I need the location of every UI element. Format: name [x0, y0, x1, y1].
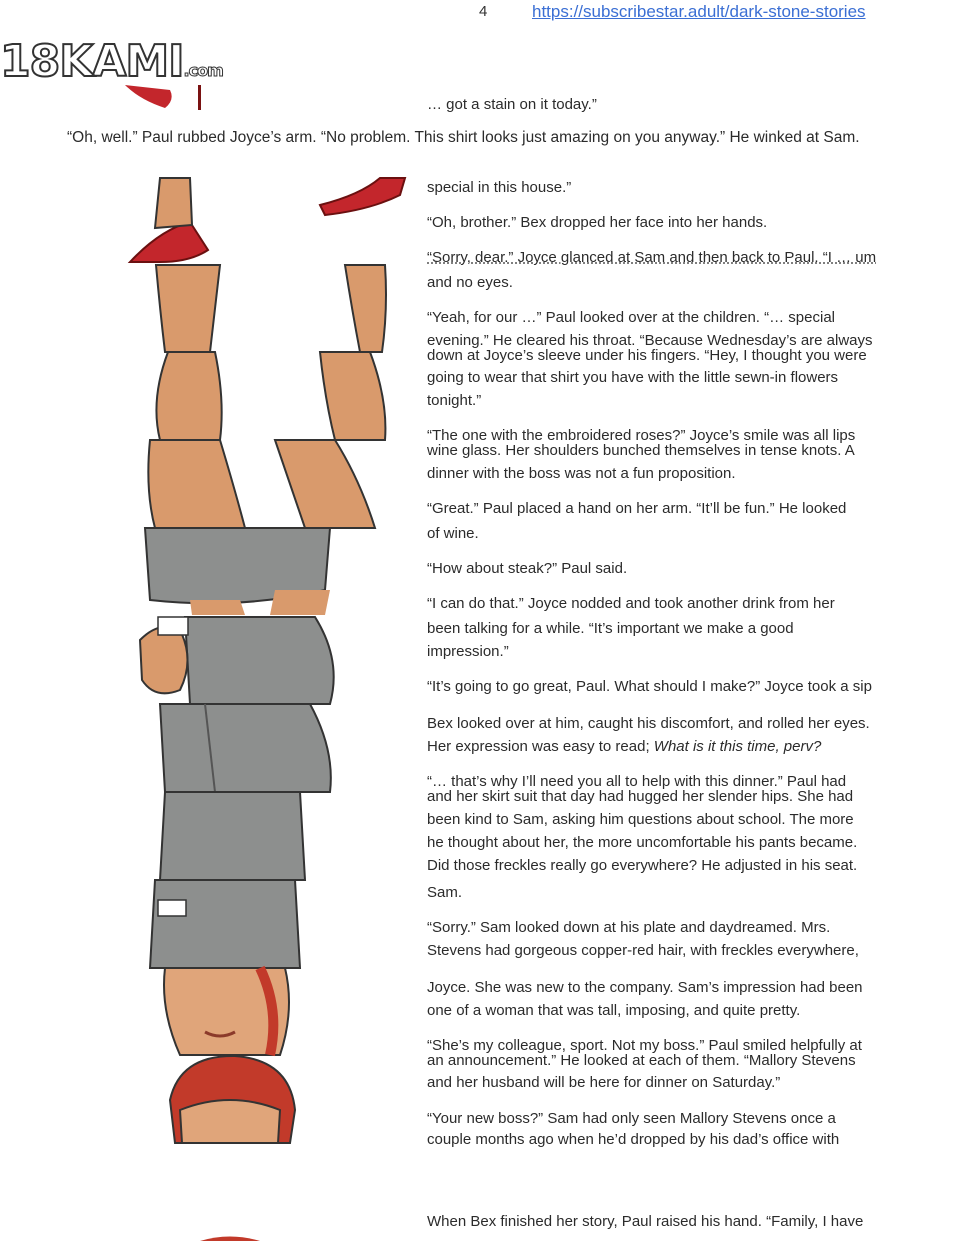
text-line: going to wear that shirt you have with the little sewn-in flowers: [427, 369, 839, 386]
text-line: and her husband will be here for dinner on Saturday.”: [427, 1074, 781, 1091]
text-line: couple months ago when he’d dropped by his dad’s office with: [427, 1131, 840, 1148]
text-line: Bex looked over at him, caught his discomfort, and rolled her eyes.: [427, 715, 870, 732]
text-line: “Yeah, for our …” Paul looked over at the children. “… special: [427, 309, 835, 326]
text-line: tonight.”: [427, 392, 482, 409]
text-line: Joyce. She was new to the company. Sam’s impression had been: [427, 979, 863, 996]
text-line: “Great.” Paul placed a hand on her arm. “It’ll be fun.” He looked: [427, 500, 847, 517]
text-line: “She’s my colleague, sport. Not my boss.” Paul smiled helpfully at: [427, 1037, 862, 1054]
skirt-hip: [185, 617, 334, 704]
text-line: down at Joyce’s sleeve under his fingers. “Hey, I thought you were: [427, 347, 867, 364]
text-line: dinner with the boss was not a fun proposition.: [427, 465, 736, 482]
text-line: “How about steak?” Paul said.: [427, 560, 628, 577]
text-line: “… that’s why I’ll need you all to help with this dinner.” Paul had: [427, 773, 847, 790]
text-line: “It’s going to go great, Paul. What should I make?” Joyce took a sip: [427, 678, 872, 695]
knee-right: [320, 352, 385, 440]
text-line: “Your new boss?” Sam had only seen Mallory Stevens once a: [427, 1110, 836, 1127]
shoe-top: [125, 85, 172, 108]
watermark-text: 18KAMI: [0, 36, 184, 87]
text-line: impression.”: [427, 643, 509, 660]
text-line: Stevens had gorgeous copper-red hair, with freckles everywhere,: [427, 942, 859, 959]
jacket-lower: [160, 704, 331, 792]
text-line: “Sorry.” Sam looked down at his plate and daydreamed. Mrs.: [427, 919, 831, 936]
knee-left: [156, 352, 221, 440]
text-line: “Oh, brother.” Bex dropped her face into her hands.: [427, 214, 768, 231]
hand: [140, 627, 188, 694]
text-line: evening.” He cleared his throat. “Because Wednesday’s are always: [427, 332, 873, 349]
text-line: of wine.: [427, 525, 479, 542]
jacket-shoulder: [150, 880, 300, 968]
text-line: he thought about her, the more uncomfortable his pants became.: [427, 834, 858, 851]
text-line: and no eyes.: [427, 274, 513, 291]
full-width-line: “Oh, well.” Paul rubbed Joyce’s arm. “No problem. This shirt looks just amazing on you anyway.” He winked at Sam.: [67, 129, 860, 146]
text-line: … got a stain on it today.”: [427, 96, 597, 113]
ankle-left: [155, 178, 192, 228]
text-line: been kind to Sam, asking him questions about school. The more: [427, 811, 854, 828]
shoe-left: [130, 222, 208, 262]
text-line: wine glass. Her shoulders bunched themselves in tense knots. A: [427, 442, 855, 459]
text-line: an announcement.” He looked at each of them. “Mallory Stevens: [427, 1052, 856, 1069]
shoe-right: [320, 178, 405, 215]
face-upper: [180, 1100, 280, 1143]
shin-left: [156, 265, 220, 352]
page-number: 4: [479, 3, 488, 20]
text-line: When Bex finished her story, Paul raised his hand. “Family, I have: [427, 1213, 864, 1230]
text-line: and her skirt suit that day had hugged her slender hips. She had: [427, 788, 854, 805]
source-link[interactable]: https://subscribestar.adult/dark-stone-stories: [532, 2, 866, 21]
text-line: “The one with the embroidered roses?” Joyce’s smile was all lips: [427, 427, 856, 444]
text-line: been talking for a while. “It’s important we make a good: [427, 620, 794, 637]
text-line: special in this house.”: [427, 179, 572, 196]
italic-span: What is it this time, perv?: [653, 738, 822, 755]
thigh-right: [275, 440, 375, 528]
text-line: “Sorry, dear.” Joyce glanced at Sam and then back to Paul. “I … um: [427, 249, 877, 266]
text-line: Did those freckles really go everywhere? He adjusted in his seat.: [427, 857, 858, 874]
text-line: one of a woman that was tall, imposing, and quite pretty.: [427, 1002, 801, 1019]
watermark-suffix: .com: [183, 61, 223, 80]
text-span: Her expression was easy to read;: [427, 738, 654, 755]
illustration: [120, 0, 420, 1241]
shin-right: [345, 265, 386, 352]
jacket-mid: [160, 792, 305, 880]
text-line: [427, 735, 897, 758]
text-line: “I can do that.” Joyce nodded and took another drink from her: [427, 595, 835, 612]
thigh-left: [148, 440, 245, 528]
text-line: Sam.: [427, 884, 463, 901]
